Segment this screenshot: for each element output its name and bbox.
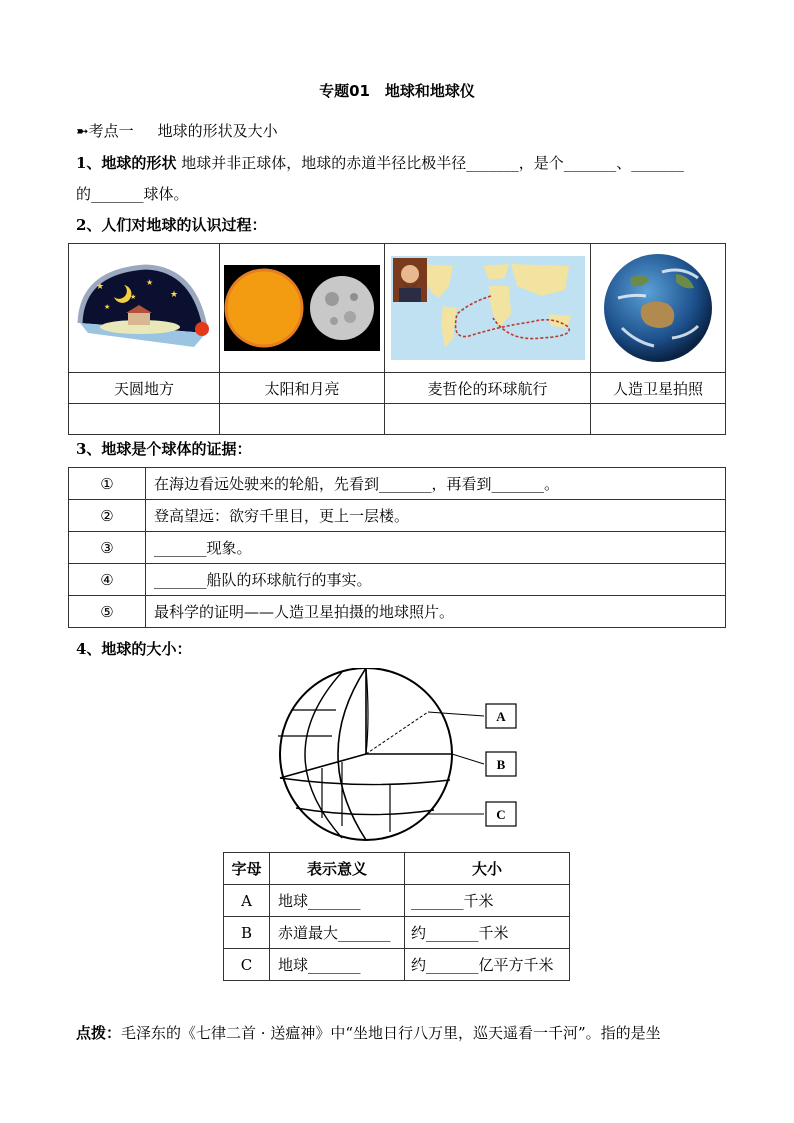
row-number: ②	[69, 500, 146, 532]
stage-label: 麦哲伦的环球航行	[385, 373, 591, 404]
table-row	[69, 500, 726, 532]
size-heading: 4、地球的大小：	[76, 640, 192, 658]
stage-image-cell	[385, 244, 591, 373]
stage-blank[interactable]	[69, 404, 220, 435]
evidence-text: 登高望远：欲穷千里目，更上一层楼。	[146, 500, 726, 532]
evidence-text: _______现象。	[146, 532, 726, 564]
table-row	[69, 532, 726, 564]
dome-sky-icon	[74, 263, 214, 353]
svg-text:★: ★	[104, 303, 111, 311]
row-value: _______千米	[405, 885, 570, 917]
header-letter: 字母	[224, 853, 270, 885]
row-number: ⑤	[69, 596, 146, 628]
arrow-icon: ➼	[76, 122, 89, 140]
table-row	[69, 596, 726, 628]
evidence-heading: 3、地球是个球体的证据：	[76, 440, 252, 458]
table-row	[224, 885, 570, 917]
row-meaning: 地球_______	[270, 885, 405, 917]
row-meaning: 赤道最大_______	[270, 917, 405, 949]
svg-text:★: ★	[130, 293, 137, 301]
label-b: B	[496, 757, 506, 772]
row-value: 约_______亿平方千米	[405, 949, 570, 981]
globe-diagram	[270, 668, 530, 844]
shape-line-1	[76, 152, 684, 173]
size-table	[223, 852, 570, 981]
row-letter: A	[224, 885, 270, 917]
shape-heading: 1、地球的形状	[76, 154, 177, 172]
table-row	[224, 917, 570, 949]
kaodian-label: 考点一	[88, 122, 134, 140]
row-number: ③	[69, 532, 146, 564]
tip-text: 毛泽东的《七律二首 · 送瘟神》中“坐地日行八万里，巡天遥看一千河”。指的是坐	[121, 1024, 661, 1042]
kaodian-topic: 地球的形状及大小	[157, 122, 278, 140]
stage-blank[interactable]	[220, 404, 385, 435]
page-title: 专题01 地球和地球仪	[319, 82, 475, 100]
row-number: ④	[69, 564, 146, 596]
evidence-text: 在海边看远处驶来的轮船，先看到_______，再看到_______。	[146, 468, 726, 500]
shape-text-1: 地球并非正球体，地球的赤道半径比极半径_______，是个_______、_______	[181, 154, 684, 172]
stage-label: 天圆地方	[69, 373, 220, 404]
stage-blank[interactable]	[591, 404, 726, 435]
header-size: 大小	[405, 853, 570, 885]
world-map-voyage-icon	[391, 256, 585, 360]
shape-text-2: 的_______球体。	[76, 185, 189, 203]
tip-line	[76, 1022, 661, 1043]
evidence-text: 最科学的证明——人造卫星拍摄的地球照片。	[146, 596, 726, 628]
table-row	[224, 949, 570, 981]
svg-text:★: ★	[146, 278, 154, 287]
row-number: ①	[69, 468, 146, 500]
label-a: A	[496, 709, 506, 724]
tip-label: 点拨：	[76, 1024, 122, 1042]
stage-image-cell	[220, 244, 385, 373]
svg-text:★: ★	[170, 290, 179, 300]
kaodian-line	[76, 120, 278, 141]
evidence-text: _______船队的环球航行的事实。	[146, 564, 726, 596]
row-value: 约_______千米	[405, 917, 570, 949]
stage-image-cell	[69, 244, 220, 373]
row-meaning: 地球_______	[270, 949, 405, 981]
row-letter: C	[224, 949, 270, 981]
table-header-row	[224, 853, 570, 885]
header-meaning: 表示意义	[270, 853, 405, 885]
cognition-heading: 2、人们对地球的认识过程：	[76, 216, 267, 234]
stage-blank[interactable]	[385, 404, 591, 435]
svg-text:★: ★	[96, 282, 105, 292]
table-row	[69, 468, 726, 500]
evidence-table	[68, 467, 726, 628]
sun-moon-icon	[224, 265, 380, 351]
earth-photo-icon	[602, 252, 714, 364]
stage-label: 人造卫星拍照	[591, 373, 726, 404]
stage-label: 太阳和月亮	[220, 373, 385, 404]
cognition-table	[68, 243, 726, 435]
stage-image-cell	[591, 244, 726, 373]
label-c: C	[496, 807, 506, 822]
row-letter: B	[224, 917, 270, 949]
table-row	[69, 564, 726, 596]
